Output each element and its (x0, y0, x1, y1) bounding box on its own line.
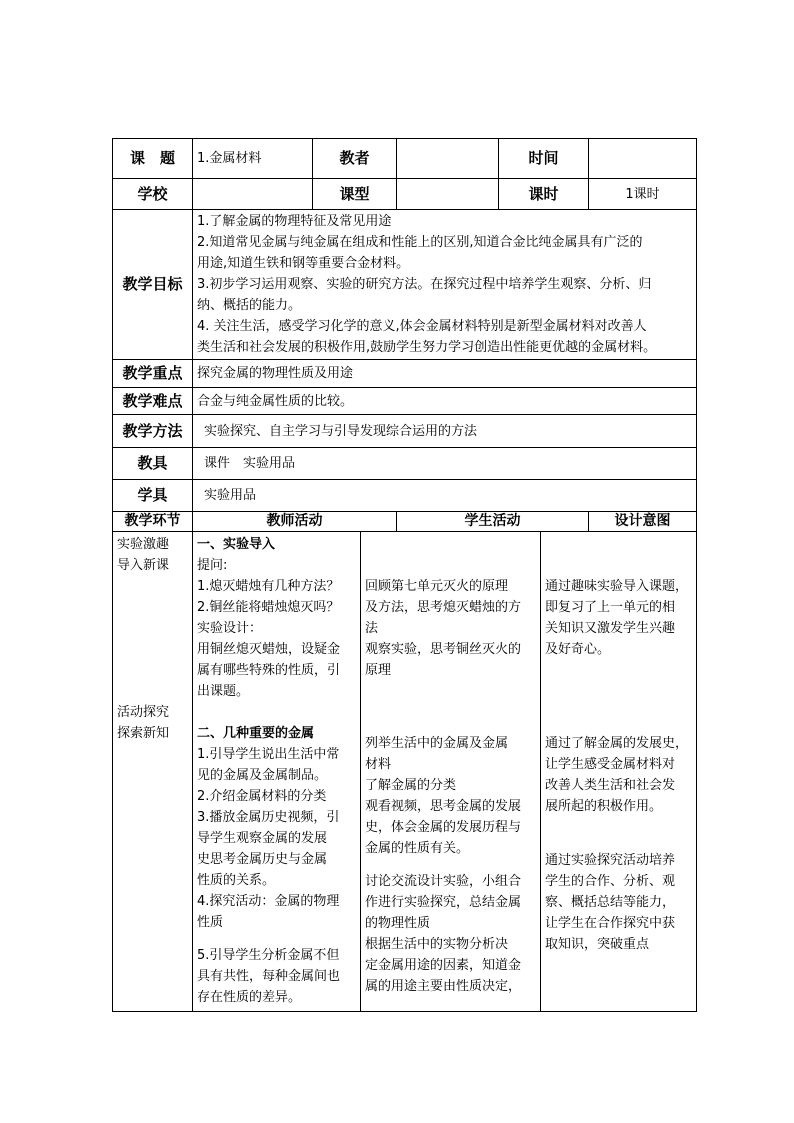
student-line: 材料 (365, 757, 392, 772)
student-line: 了解金属的分类 (365, 778, 457, 793)
row-key-point (113, 360, 697, 388)
learning-tools-label: 学具 (113, 480, 193, 512)
type-label: 课型 (313, 179, 397, 210)
design-intent-column (541, 532, 697, 1012)
method-value: 实验探究、自主学习与引导发现综合运用的方法 (193, 415, 697, 448)
row-topic (113, 139, 697, 179)
difficulty-value: 合金与纯金属性质的比较。 (193, 388, 697, 415)
goal-line: 4. 关注生活，感受学习化学的意义,体会金属材料特别是新型金属材料对改善人 (197, 319, 647, 334)
intent-line: 取知识，突破重点 (545, 937, 650, 952)
intent-line: 学生的合作、分析、观 (545, 874, 676, 889)
stage1-label: 导入新课 (117, 558, 170, 573)
intent-line: 让学生在合作探究中获 (545, 916, 676, 931)
goal-line: 2.知道常见金属与纯金属在组成和性能上的区别,知道合金比纯金属具有广泛的 (197, 235, 643, 250)
key-point-value: 探究金属的物理性质及用途 (193, 360, 697, 388)
row-goals (113, 210, 697, 360)
teacher-line: 提问: (197, 558, 228, 573)
student-activity-column (361, 532, 541, 1012)
teacher-line: 3.播放金属历史视频，引 (197, 810, 340, 825)
row-method (113, 415, 697, 448)
teacher-line: 2.铜丝能将蜡烛熄灭吗？ (197, 600, 340, 615)
stage2-label: 探索新知 (117, 726, 170, 741)
teacher-line: 性质的关系。 (197, 873, 276, 888)
goal-line: 1.了解金属的物理特征及常见用途 (197, 214, 392, 229)
teacher-line: 实验设计： (197, 621, 263, 636)
row-teaching-tools (113, 448, 697, 480)
student-line: 根据生活中的实物分析决 (365, 937, 509, 952)
topic-value: 1.金属材料 (193, 139, 313, 179)
difficulty-label: 教学难点 (113, 388, 193, 415)
teacher-line: 5.引导学生分析金属不但 (197, 948, 340, 963)
hours-label: 课时 (499, 179, 589, 210)
stage2-teacher-title: 二、几种重要的金属 (197, 726, 315, 741)
intent-line: 察、概括总结等能力， (545, 895, 676, 910)
header-student: 学生活动 (397, 512, 589, 532)
row-school (113, 179, 697, 210)
row-learning-tools (113, 480, 697, 512)
method-label: 教学方法 (113, 415, 193, 448)
student-line: 法 (365, 621, 379, 636)
student-line: 列举生活中的金属及金属 (365, 736, 509, 751)
stage1-label: 实验激趣 (117, 537, 170, 552)
teacher-line: 史思考金属历史与金属 (197, 852, 328, 867)
time-value (589, 139, 697, 179)
intent-line: 通过了解金属的发展史， (545, 736, 689, 751)
teacher-line: 具有共性，每种金属间也 (197, 969, 341, 984)
teacher-line: 4.探究活动：金属的物理 (197, 894, 340, 909)
process-row (113, 532, 697, 1012)
student-line: 观察实验，思考铜丝灭火的 (365, 642, 522, 657)
teacher-activity-column (193, 532, 361, 1012)
student-line: 原理 (365, 663, 392, 678)
student-line: 及方法，思考熄灭蜡烛的方 (365, 600, 522, 615)
teacher-line: 出课题。 (197, 684, 250, 699)
goal-line: 纳、概括的能力。 (197, 298, 302, 313)
student-line: 史，体会金属的发展历程与 (365, 820, 522, 835)
teacher-line: 用铜丝熄灭蜡烛，设疑金 (197, 642, 341, 657)
lesson-plan-form (112, 138, 696, 1014)
process-table (112, 531, 697, 1012)
teacher-line: 1.熄灭蜡烛有几种方法？ (197, 579, 340, 594)
lesson-plan-table (112, 138, 697, 532)
page-break-cut (112, 1012, 696, 1014)
learning-tools-value: 实验用品 (193, 480, 697, 512)
intent-line: 关知识又激发学生兴趣 (545, 621, 676, 636)
student-line: 属的用途主要由性质决定， (365, 979, 522, 994)
goal-line: 类生活和社会发展的积极作用,鼓励学生努力学习创造出性能更优越的金属材料。 (197, 340, 657, 355)
student-line: 观看视频，思考金属的发展 (365, 799, 522, 814)
student-line: 的物理性质 (365, 916, 431, 931)
hours-value: 1课时 (589, 179, 697, 210)
intent-line: 通过趣味实验导入课题， (545, 579, 689, 594)
teacher-line: 1.引导学生说出生活中常 (197, 747, 340, 762)
student-line: 作进行实验探究，总结金属 (365, 895, 522, 910)
type-value (397, 179, 499, 210)
intent-line: 即复习了上一单元的相 (545, 600, 676, 615)
header-stage: 教学环节 (113, 512, 193, 532)
teacher-line: 见的金属及金属制品。 (197, 768, 328, 783)
intent-line: 展所起的积极作用。 (545, 799, 663, 814)
teacher-line: 存在性质的差异。 (197, 990, 302, 1005)
goal-line: 3.初步学习运用观察、实验的研究方法。在探究过程中培养学生观察、分析、归 (197, 277, 652, 292)
intent-line: 让学生感受金属材料对 (545, 757, 676, 772)
teacher-label: 教者 (313, 139, 397, 179)
intent-line: 通过实验探究活动培养 (545, 853, 676, 868)
stage2-label: 活动探究 (117, 705, 170, 720)
student-line: 回顾第七单元灭火的原理 (365, 579, 509, 594)
school-value (193, 179, 313, 210)
stage-column (113, 532, 193, 1012)
teaching-tools-value: 课件 实验用品 (193, 448, 697, 480)
teacher-line: 导学生观察金属的发展 (197, 831, 328, 846)
teacher-value (397, 139, 499, 179)
row-difficulty (113, 388, 697, 415)
teacher-line: 2.介绍金属材料的分类 (197, 789, 327, 804)
intent-line: 改善人类生活和社会发 (545, 778, 676, 793)
school-label: 学校 (113, 179, 193, 210)
time-label: 时间 (499, 139, 589, 179)
goal-line: 用途,知道生铁和钢等重要合金材料。 (197, 256, 410, 271)
key-point-label: 教学重点 (113, 360, 193, 388)
teacher-line: 属有哪些特殊的性质，引 (197, 663, 341, 678)
student-line: 金属的性质有关。 (365, 841, 470, 856)
intent-line: 及好奇心。 (545, 642, 611, 657)
goals-label: 教学目标 (113, 210, 193, 360)
student-line: 定金属用途的因素，知道金 (365, 958, 522, 973)
header-teacher: 教师活动 (193, 512, 397, 532)
goals-text (193, 210, 697, 360)
header-intent: 设计意图 (589, 512, 697, 532)
student-line: 讨论交流设计实验，小组合 (365, 874, 522, 889)
teacher-line: 性质 (197, 915, 224, 930)
teaching-tools-label: 教具 (113, 448, 193, 480)
row-process-headers (113, 512, 697, 532)
topic-label: 课 题 (113, 139, 193, 179)
stage1-teacher-title: 一、实验导入 (197, 537, 276, 552)
